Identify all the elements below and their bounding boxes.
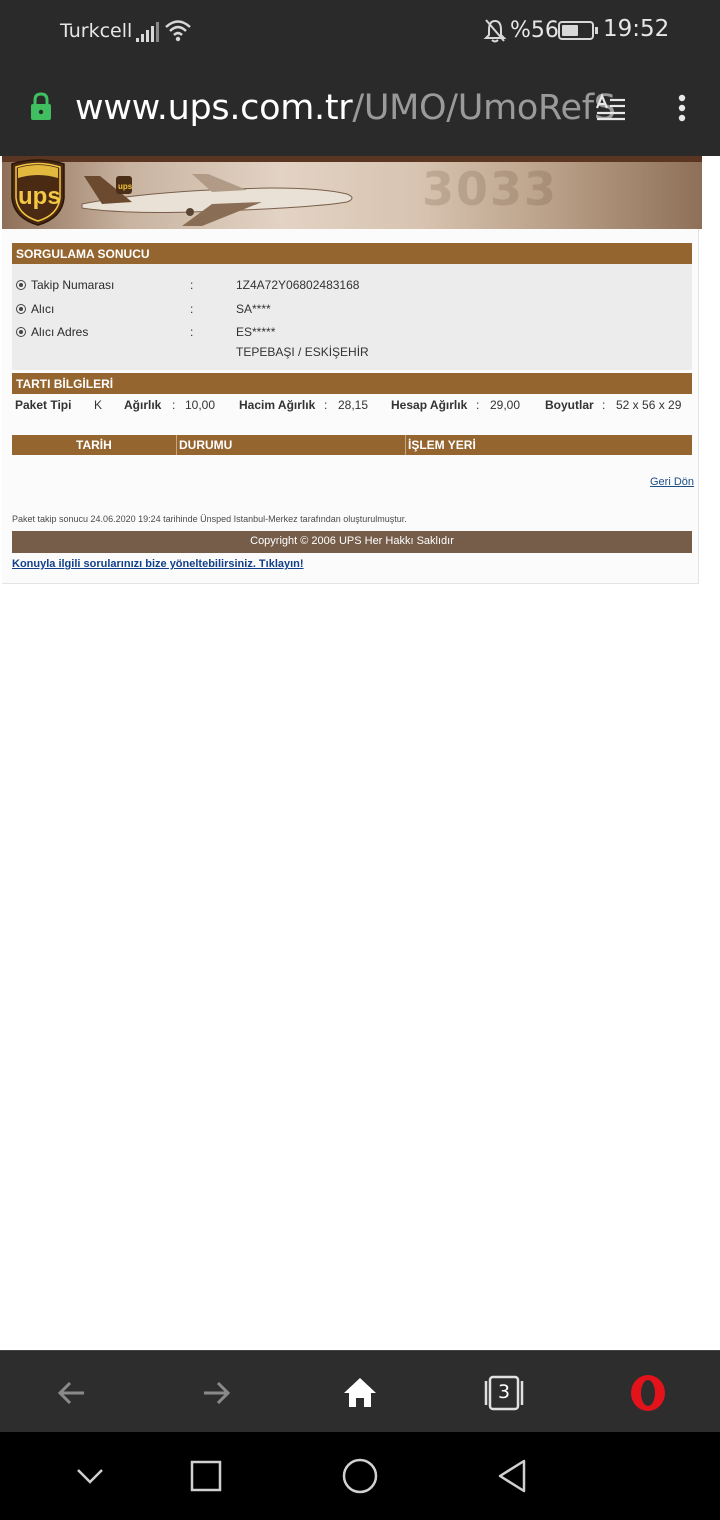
- recipient-label: Alıcı: [16, 302, 54, 316]
- volume-weight-label: Hacim Ağırlık: [239, 398, 316, 412]
- volume-weight-value: 28,15: [338, 398, 369, 412]
- reader-mode-icon[interactable]: [596, 94, 626, 122]
- browser-bottom-bar: [0, 1350, 720, 1432]
- content-frame: [2, 156, 699, 584]
- home-circle-icon[interactable]: [340, 1456, 380, 1496]
- bell-muted-icon: [484, 18, 506, 44]
- dimensions-value: 52 x 56 x 29: [616, 398, 682, 412]
- weight-info-header: TARTI BİLGİLERİ: [12, 373, 692, 394]
- wifi-icon: [164, 18, 192, 44]
- account-weight-label: Hesap Ağırlık: [391, 398, 468, 412]
- contact-link[interactable]: Konuyla ilgili sorularınızı bize yöneltebilirsiniz. Tıklayın!: [12, 558, 304, 570]
- query-result-box: [12, 264, 692, 370]
- ups-logo: [8, 158, 68, 226]
- svg-text:ups: ups: [18, 183, 61, 210]
- url-path: /UMO/UmoRefS: [352, 88, 616, 128]
- colon: :: [190, 302, 194, 316]
- url-field[interactable]: [75, 88, 616, 132]
- web-page: [0, 156, 720, 1350]
- airplane-image: [72, 164, 372, 228]
- tab-count: 3: [497, 1381, 511, 1403]
- account-weight-value: 29,00: [490, 398, 521, 412]
- url-host: www.ups.com.tr: [75, 88, 353, 128]
- recipient-city-value: TEPEBAŞI / ESKİŞEHİR: [236, 345, 369, 359]
- battery-percent: %56: [510, 18, 559, 43]
- tabs-button[interactable]: [482, 1371, 526, 1415]
- package-type-value: K: [94, 398, 103, 412]
- recipient-value: SA****: [236, 302, 271, 316]
- back-arrow-icon[interactable]: [50, 1371, 94, 1415]
- colon: :: [190, 278, 194, 292]
- battery-icon: [558, 21, 594, 40]
- home-icon[interactable]: [338, 1371, 382, 1415]
- package-type-label: Paket Tipi: [15, 398, 72, 412]
- clock: 19:52: [603, 16, 670, 42]
- opera-menu-icon[interactable]: [626, 1371, 670, 1415]
- overflow-menu-icon[interactable]: [676, 94, 688, 124]
- forward-arrow-icon[interactable]: [194, 1371, 238, 1415]
- colon: :: [324, 398, 328, 412]
- colon: :: [602, 398, 606, 412]
- system-nav-bar: [0, 1432, 720, 1520]
- ups-banner: [2, 156, 702, 229]
- status-bar: [0, 0, 720, 64]
- tracking-number-label: Takip Numarası: [16, 278, 114, 292]
- svg-text:ups: ups: [118, 182, 133, 191]
- lock-icon[interactable]: [29, 92, 53, 122]
- colon: :: [190, 325, 194, 339]
- weight-label: Ağırlık: [124, 398, 162, 412]
- back-link[interactable]: Geri Dön: [650, 476, 695, 488]
- recipient-address-label: Alıcı Adres: [16, 325, 88, 339]
- tracking-table-header: [12, 435, 692, 455]
- back-triangle-icon[interactable]: [492, 1456, 532, 1496]
- colon: :: [476, 398, 480, 412]
- copyright-bar: Copyright © 2006 UPS Her Hakkı Saklıdır: [12, 531, 692, 553]
- tracking-number-value: 1Z4A72Y06802483168: [236, 278, 360, 292]
- banner-watermark: 3033: [422, 162, 559, 216]
- hide-keyboard-chevron-icon[interactable]: [70, 1456, 110, 1496]
- column-date: TARİH: [76, 438, 112, 452]
- recents-square-icon[interactable]: [186, 1456, 226, 1496]
- browser-address-bar: [0, 64, 720, 156]
- signal-icon: [136, 22, 160, 42]
- column-status: DURUMU: [179, 438, 233, 452]
- recipient-address-value: ES*****: [236, 325, 276, 339]
- column-location: İŞLEM YERİ: [408, 438, 476, 452]
- carrier-name: Turkcell: [60, 20, 133, 42]
- query-result-header: SORGULAMA SONUCU: [12, 243, 692, 264]
- generation-note: Paket takip sonucu 24.06.2020 19:24 tarihinde Ünsped Istanbul-Merkez tarafından oluşturulmuştur.: [12, 514, 407, 524]
- colon: :: [172, 398, 176, 412]
- dimensions-label: Boyutlar: [545, 398, 594, 412]
- weight-value: 10,00: [185, 398, 216, 412]
